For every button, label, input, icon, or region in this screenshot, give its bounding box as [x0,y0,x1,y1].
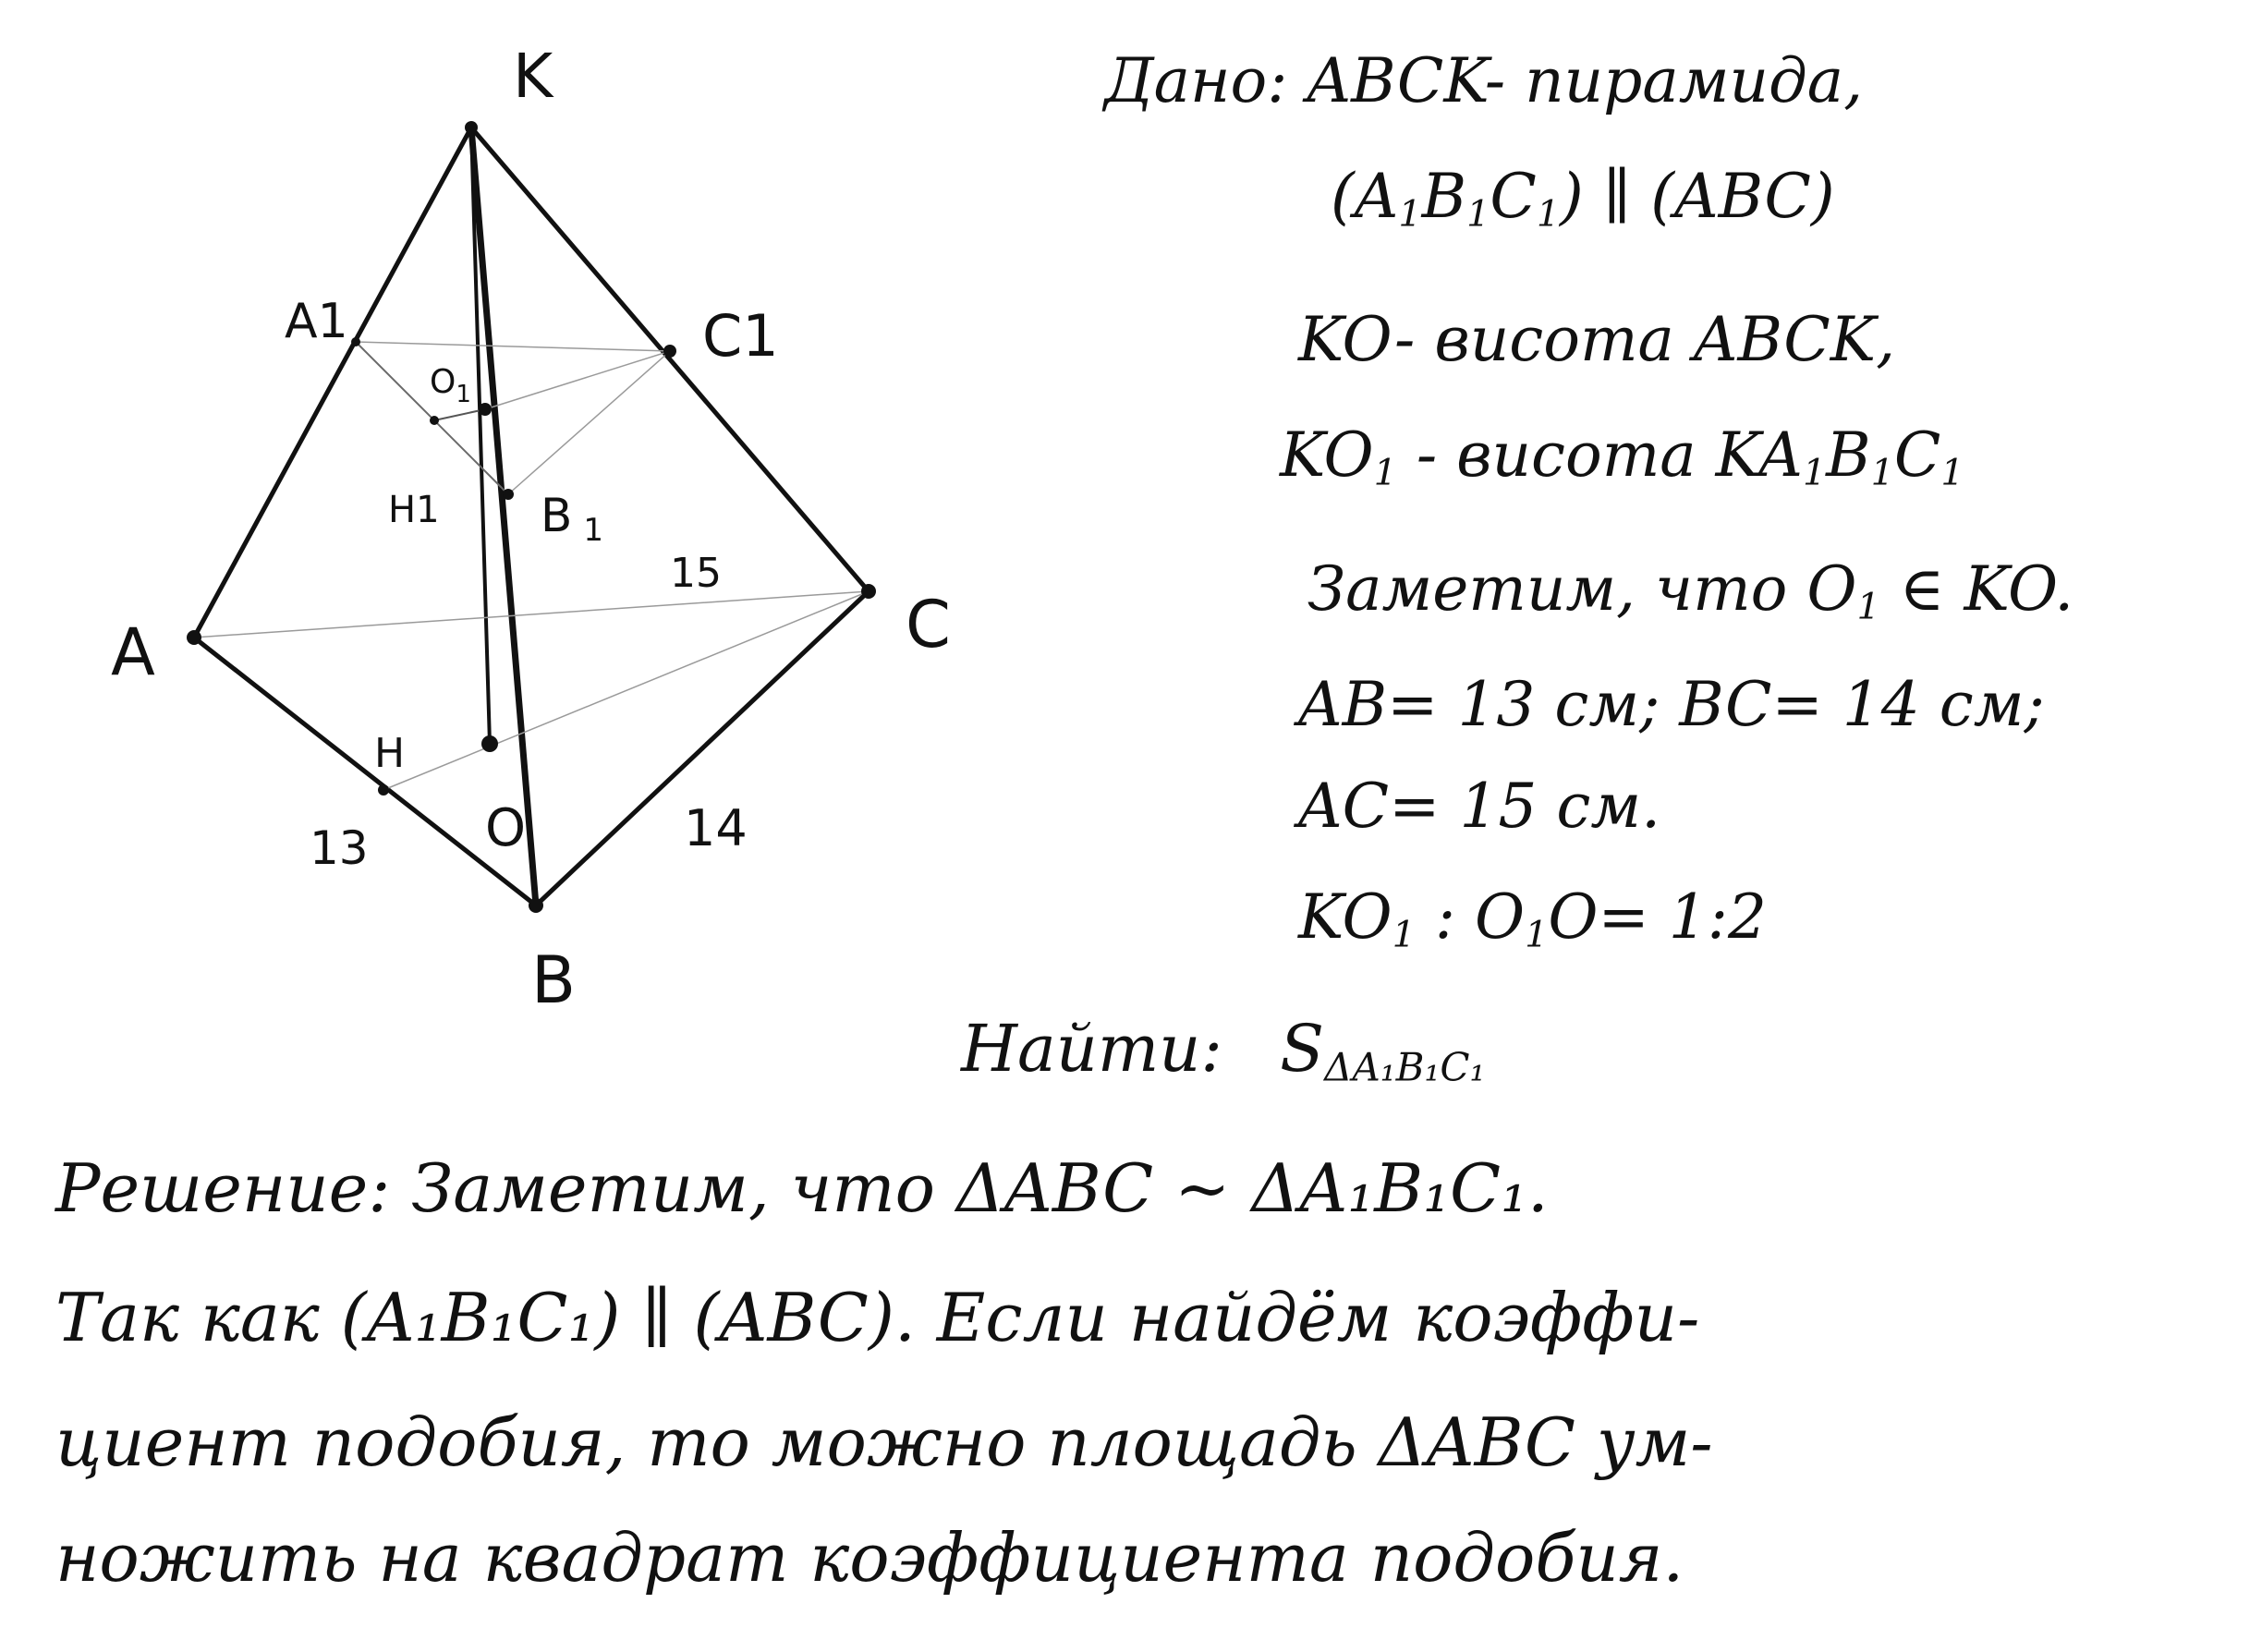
point-O [481,735,498,752]
label-H1: H1 [388,489,440,531]
solution-line-4: ножить на квадрат коэффициента подобия. [55,1519,1684,1597]
given-line-8: $KO_1$ : $O_1O=$ 1:2 [1298,881,1767,956]
solution-line-3: циент подобия, то можно площадь ΔABC ум- [55,1403,1713,1481]
edge-label-AB: 13 [310,821,369,875]
edge-BC [536,591,869,905]
point-C1 [663,345,676,358]
label-C1: C1 [702,302,779,370]
point-C [861,584,876,599]
label-A: A [111,614,155,690]
find-line [961,1011,1486,1090]
line-HC-hidden [383,591,869,790]
label-O1: $O_1$ [430,363,471,408]
given-line-4: $KO_1$ - висота $KA_1B_1C_1$ [1280,419,1964,494]
point-A [187,630,201,645]
solution-line-1: Решение: Заметим, что ΔABC ~ ΔA₁B₁C₁. [55,1149,1549,1227]
label-O: O [485,798,527,858]
point-K [465,121,478,134]
label-B1: B $_1$ [541,489,603,549]
point-H1 [430,416,439,425]
given-line-5: Заметим, что $O_1$ ∈ KO. [1307,553,2074,628]
given-line-3: KO- висота ABCK, [1298,304,1896,375]
label-C: C [906,587,951,662]
edge-A1C1 [356,342,670,351]
point-A1 [351,337,360,346]
given-line-2: $(A_1B_1C_1)$ ∥ (ABC) [1331,161,1835,236]
find-area: $S_{\Delta A_1B_1C_1}$ [1280,1011,1486,1090]
label-A1: A1 [285,294,348,349]
given-heading: Дано: [1104,45,1288,116]
find-label: Найти: [961,1011,1222,1087]
point-B [529,898,543,913]
label-H: H [374,730,406,777]
edge-B1C1 [508,351,670,494]
edge-AC-hidden [194,591,869,638]
label-B: B [531,942,577,1018]
given-line-1 [1104,45,1864,116]
edge-KC [471,128,869,591]
solution-line-2: Так как (A₁B₁C₁) ∥ (ABC). Если найдём коэффи- [55,1279,1700,1356]
edge-label-BC: 14 [684,799,748,857]
point-H [378,784,389,796]
point-O1 [479,403,492,416]
edge-KB [471,128,536,905]
label-K: K [513,41,553,112]
point-B1 [503,489,514,500]
edge-label-AC: 15 [670,550,722,597]
line-O1-C1 [485,351,670,409]
given-line-7: AC= 15 см. [1298,771,1661,842]
given-pyramid: ABCK- пирамида, [1307,45,1864,116]
given-line-6: AB= 13 см; BC= 14 см; [1298,669,2045,740]
line-H1-O1 [434,409,485,420]
